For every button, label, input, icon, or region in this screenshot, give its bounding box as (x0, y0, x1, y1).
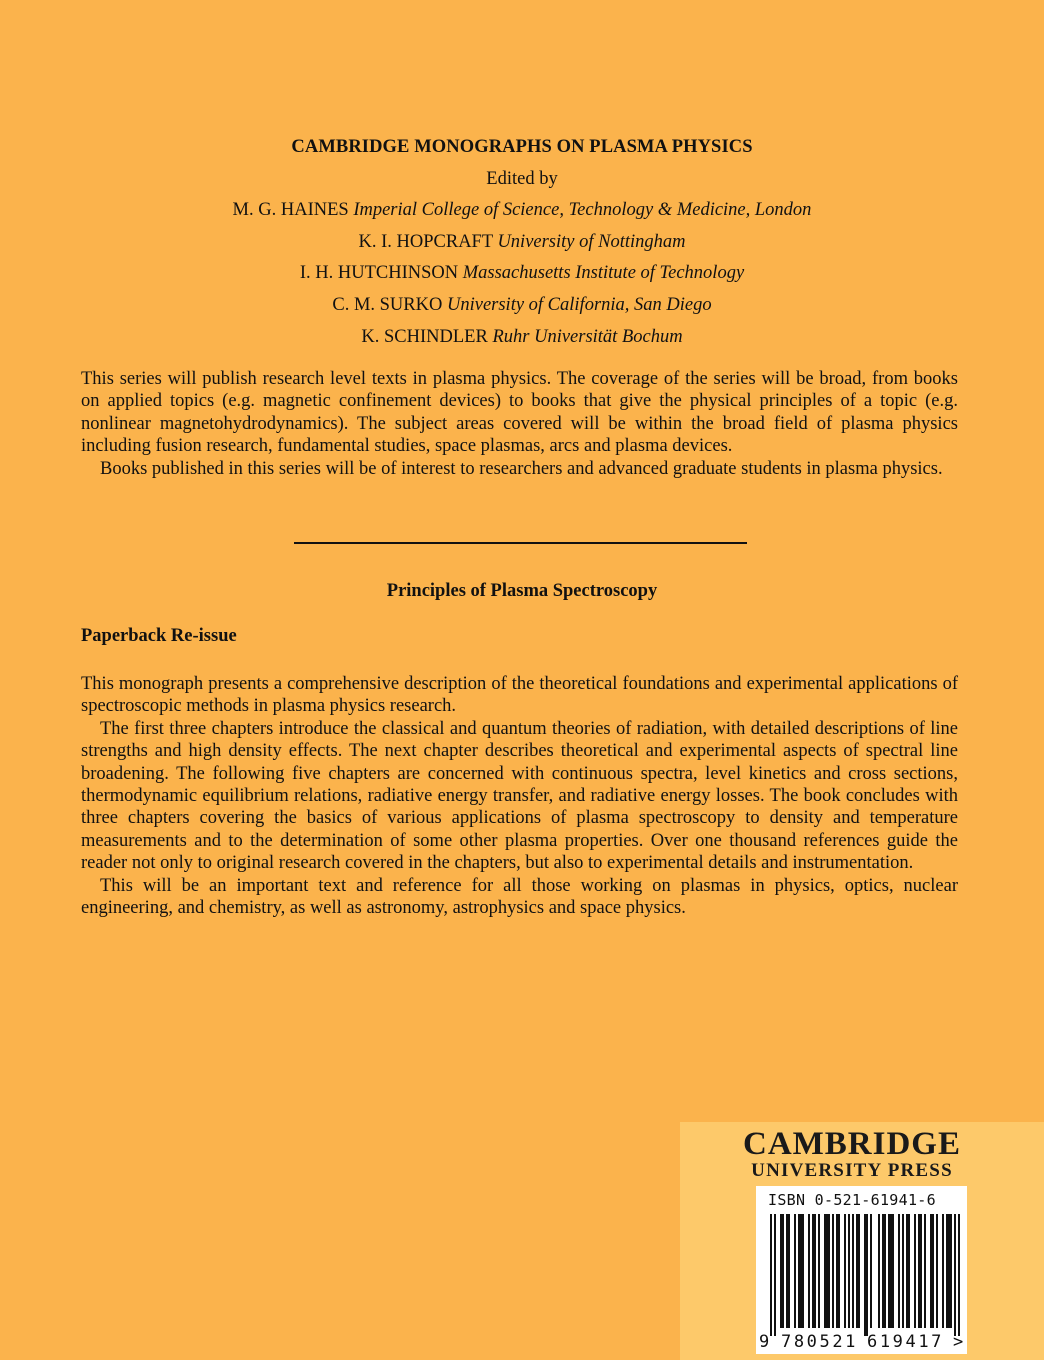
barcode-bar (852, 1214, 854, 1328)
editor-line (0, 227, 1044, 259)
editor-name: M. G. HAINES (232, 200, 349, 221)
barcode-bar (864, 1214, 866, 1336)
book-paragraph: This monograph presents a comprehensive description of the theoretical foundations and experimental applications of spectroscopic methods in plasma physics research. (81, 674, 958, 717)
barcode-bar (948, 1214, 950, 1328)
publisher-logo-subtitle: UNIVERSITY PRESS (751, 1160, 953, 1181)
series-header (0, 132, 1044, 353)
editor-name: I. H. HUTCHINSON (299, 263, 459, 284)
barcode-bar (898, 1214, 900, 1328)
editor-affiliation: Massachusetts Institute of Technology (462, 263, 745, 284)
barcode-bar (832, 1214, 834, 1328)
ean-right-group: 619417 (867, 1332, 945, 1352)
publisher-panel (680, 1122, 1044, 1360)
isbn-label: ISBN 0-521-61941-6 (768, 1191, 936, 1209)
editor-affiliation: University of Nottingham (497, 231, 686, 252)
section-divider (294, 542, 747, 544)
barcode (756, 1186, 967, 1354)
editor-line (0, 195, 1044, 227)
barcode-bar (942, 1214, 944, 1328)
barcode-bar (818, 1214, 820, 1328)
barcode-bar (958, 1214, 960, 1336)
barcode-bar (866, 1214, 868, 1336)
barcode-bar (812, 1214, 814, 1328)
barcode-bar (826, 1214, 828, 1328)
barcode-bar (890, 1214, 892, 1328)
barcode-bar (888, 1214, 890, 1328)
editor-line (0, 258, 1044, 290)
editor-affiliation: Ruhr Universität Bochum (492, 326, 683, 347)
series-title: CAMBRIDGE MONOGRAPHS ON PLASMA PHYSICS (291, 137, 753, 157)
barcode-bar (930, 1214, 932, 1328)
barcode-bar (794, 1214, 796, 1328)
editor-name: C. M. SURKO (332, 294, 443, 315)
editor-affiliation: Imperial College of Science, Technology & Medicine, London (353, 200, 812, 221)
book-paragraph: The first three chapters introduce the classical and quantum theories of radiation, with detailed descriptions of line strengths and high density effects. The next chapter describes theoretical and experimental aspects of spectral line broadening. The following five chapters are concerned with continuous spectra, level kinetics and cross sections, thermodynamic equilibrium relations, radiative energy transfer, and radiative energy losses. The book concludes with three chapters covering the basics of various applications of plasma spectroscopy to density and temperature measurements and to the determination of some other plasma properties. Over one thousand references guide the reader not only to original research covered in the chapters, but also to experimental details and instrumentation. (81, 718, 958, 874)
barcode-bar (800, 1214, 802, 1328)
editor-affiliation: University of California, San Diego (446, 294, 712, 315)
publisher-logo-name: CAMBRIDGE (742, 1126, 961, 1162)
barcode-bar (848, 1214, 850, 1328)
barcode-bar (924, 1214, 926, 1328)
barcode-bar (824, 1214, 826, 1328)
barcode-bar (838, 1214, 840, 1328)
editor-line (0, 290, 1044, 322)
barcode-bar (906, 1214, 908, 1328)
barcode-bar (774, 1214, 776, 1336)
barcode-bars (756, 1186, 967, 1354)
series-paragraph: This series will publish research level texts in plasma physics. The coverage of the series will be broad, from books on applied topics (e.g. magnetic confinement devices) to books that give the physical principles of a topic (e.g. nonlinear magnetohydrodynamics). The subject areas covered will be within the broad field of plasma physics including fusion research, fundamental studies, space plasmas, arcs and plasma devices. (81, 369, 958, 457)
editor-name: K. I. HOPCRAFT (358, 231, 493, 252)
barcode-bar (798, 1214, 800, 1328)
barcode-bar (814, 1214, 816, 1328)
edited-by: Edited by (486, 168, 558, 189)
barcode-bar (788, 1214, 790, 1328)
barcode-bar (882, 1214, 884, 1328)
edition-label: Paperback Re-issue (81, 626, 237, 646)
series-description (81, 368, 958, 480)
barcode-bar (808, 1214, 810, 1328)
barcode-bar (856, 1214, 858, 1328)
barcode-bar (936, 1214, 938, 1328)
ean-arrow: > (953, 1332, 964, 1352)
barcode-bar (914, 1214, 916, 1328)
barcode-bar (780, 1214, 782, 1328)
barcode-bar (802, 1214, 804, 1328)
barcode-bar (908, 1214, 910, 1328)
barcode-bar (782, 1214, 784, 1328)
barcode-bar (858, 1214, 860, 1328)
ean-left-group: 780521 (781, 1332, 859, 1352)
barcode-bar (870, 1214, 872, 1328)
barcode-bar (920, 1214, 922, 1328)
editor-line (0, 322, 1044, 354)
barcode-bar (918, 1214, 920, 1328)
barcode-bar (786, 1214, 788, 1328)
barcode-bar (902, 1214, 904, 1328)
series-paragraph: Books published in this series will be of interest to researchers and advanced graduate students in plasma physics. (100, 458, 943, 479)
barcode-bar (828, 1214, 830, 1328)
barcode-bar (884, 1214, 886, 1328)
barcode-bar (932, 1214, 934, 1328)
ean-first-digit: 9 (759, 1332, 770, 1352)
editor-name: K. SCHINDLER (361, 326, 488, 347)
barcode-bar (836, 1214, 838, 1328)
book-title: Principles of Plasma Spectroscopy (386, 581, 658, 601)
barcode-bar (954, 1214, 956, 1336)
barcode-bar (878, 1214, 880, 1328)
barcode-bar (892, 1214, 894, 1328)
book-description (81, 673, 958, 919)
barcode-bar (950, 1214, 952, 1328)
barcode-bar (844, 1214, 846, 1328)
book-paragraph: This will be an important text and reference for all those working on plasmas in physics, optics, nuclear engineering, and chemistry, as well as astronomy, astrophysics and space physics. (81, 875, 958, 919)
barcode-bar (770, 1214, 772, 1336)
barcode-bar (946, 1214, 948, 1328)
